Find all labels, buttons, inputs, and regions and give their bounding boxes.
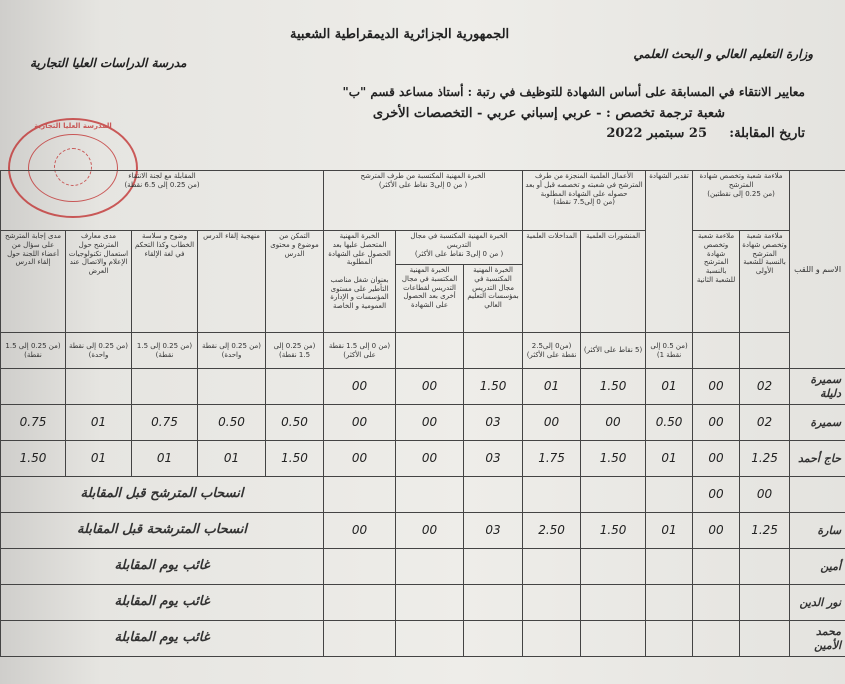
teaching-univ-cell: 03 (464, 405, 523, 441)
fit-range: (من 0.25 إلى نقطتين) (707, 189, 775, 198)
status-note: غائب يوم المقابلة (1, 621, 324, 657)
tutor-cell: 00 (324, 441, 396, 477)
ict-cell: 01 (66, 441, 132, 477)
teaching-other-header: الخبرة المهنية المكتسبة في مجال التدريس لقطاعات أخرى بعد الحصول على الشهادة (396, 265, 464, 333)
teaching-label: الخبرة المهنية المكتسبة في مجال التدريس (410, 232, 508, 249)
header-row-ranges (1, 333, 845, 369)
grade-cell: 01 (646, 441, 693, 477)
fit-second-cell: 00 (693, 441, 740, 477)
clarity-cell: 01 (132, 441, 198, 477)
publications-cell: 1.50 (581, 369, 646, 405)
teaching-univ-header: الخبرة المهنية المكتسبة في مجال التدريس بمؤسسات التعليم العالي (464, 265, 523, 333)
answers-cell (1, 369, 66, 405)
fit-second-cell: 00 (693, 477, 740, 513)
works-range: (من 0 إلى7.5 نقطة) (553, 198, 615, 207)
works-label: الأعمال العلمية المنجزة من طرف المترشح في شعبته و تخصصه قبل أو بعد حصوله على الشهادة المطلوبة (525, 172, 643, 198)
candidate-name: أمين (790, 549, 845, 585)
empty-cell (396, 585, 464, 621)
empty-cell (740, 549, 790, 585)
empty-cell (693, 585, 740, 621)
method-header: منهجية إلقاء الدرس (198, 231, 266, 333)
grade-cell: 01 (646, 513, 693, 549)
tutor-cell: 00 (324, 369, 396, 405)
publications-cell: 00 (581, 405, 646, 441)
interview-date-label: تاريخ المقابلة: (729, 126, 805, 141)
teaching-other-cell (396, 477, 464, 513)
empty-cell (581, 621, 646, 657)
header-row-sub (1, 231, 845, 265)
empty-cell (523, 585, 581, 621)
table-row (1, 369, 845, 405)
clarity-cell: 0.75 (132, 405, 198, 441)
table-row (1, 621, 845, 657)
status-note: انسحاب المترشحة قبل المقابلة (1, 513, 324, 549)
empty-cell (396, 549, 464, 585)
candidate-name: محمد الأمين (790, 621, 845, 657)
tutor-label: الخبرة المهنية المتحصل عليها بعد الحصول على الشهادة المطلوبة (328, 232, 391, 267)
status-note: غائب يوم المقابلة (1, 585, 324, 621)
grade-range: (من 0.5 إلى نقطة 1) (646, 333, 693, 369)
tutor-header (324, 231, 396, 333)
empty-cell (740, 621, 790, 657)
empty-cell (324, 585, 396, 621)
empty-cell (646, 621, 693, 657)
clarity-header: وضوح و سلاسة الخطاب وكذا التحكم في لغة الإلقاء (132, 231, 198, 333)
table-row (1, 513, 845, 549)
tutor-desc: بعنوان شغل مناصب التأطير على مستوى المؤسسات و الإدارة العمومية و الخاصة (330, 275, 389, 310)
fit-first-cell: 02 (740, 369, 790, 405)
works-group-header (523, 171, 646, 231)
publications-range: (5 نقاط على الأكثر) (581, 333, 646, 369)
fit-second-header: ملاءمة شعبة وتخصص شهادة المترشح بالنسبة للشعبة الثانية (693, 231, 740, 333)
conferences-cell: 00 (523, 405, 581, 441)
publications-cell: 1.50 (581, 513, 646, 549)
fit-second-cell: 00 (693, 405, 740, 441)
name-header: الاسم و اللقب (790, 171, 845, 369)
teaching-other-cell: 00 (396, 405, 464, 441)
fit-first-cell: 02 (740, 405, 790, 441)
conferences-header: المداخلات العلمية (523, 231, 581, 333)
fit-second-range (693, 333, 740, 369)
teaching-other-cell: 00 (396, 441, 464, 477)
grade-cell: 0.50 (646, 405, 693, 441)
evaluation-table (0, 170, 845, 657)
conferences-cell: 1.75 (523, 441, 581, 477)
ict-cell: 01 (66, 405, 132, 441)
table-row (1, 441, 845, 477)
candidate-name: سارة (790, 513, 845, 549)
header-row-groups (1, 171, 845, 231)
experience-label: الخبرة المهنية المكتسبة من طرف المترشح (360, 172, 486, 180)
empty-cell (523, 549, 581, 585)
candidate-name: نور الدين (790, 585, 845, 621)
clarity-cell (132, 369, 198, 405)
interview-label: المقابلة مع لجنة الانتقاء (128, 172, 196, 180)
answers-header: مدى إجابة المترشح على سؤال من أعضاء اللجنة حول إلقاء الدرس (1, 231, 66, 333)
fit-first-cell: 1.25 (740, 441, 790, 477)
ict-cell (66, 369, 132, 405)
mastery-header: التمكن من موضوع و محتوى الدرس (266, 231, 324, 333)
interview-range: (من 0.25 إلى 6.5 نقطة) (124, 180, 200, 189)
empty-cell (464, 621, 523, 657)
teaching-header (396, 231, 523, 265)
answers-cell: 1.50 (1, 441, 66, 477)
candidate-name (790, 477, 845, 513)
fit-second-cell: 00 (693, 369, 740, 405)
teaching-other-cell: 00 (396, 513, 464, 549)
fit-first-cell: 1.25 (740, 513, 790, 549)
table-row (1, 549, 845, 585)
grade-cell: 01 (646, 369, 693, 405)
empty-cell (396, 621, 464, 657)
empty-cell (646, 585, 693, 621)
teaching-univ-cell: 03 (464, 513, 523, 549)
tutor-cell: 00 (324, 405, 396, 441)
experience-group-header (324, 171, 523, 231)
teaching-univ-cell (464, 477, 523, 513)
table-row (1, 405, 845, 441)
mastery-cell (266, 369, 324, 405)
teaching-univ-range (464, 333, 523, 369)
empty-cell (464, 585, 523, 621)
mastery-cell: 0.50 (266, 405, 324, 441)
answers-cell: 0.75 (1, 405, 66, 441)
tutor-range: (من 0 إلى 1.5 نقطة على الأكثر) (324, 333, 396, 369)
method-cell: 01 (198, 441, 266, 477)
teaching-univ-cell: 1.50 (464, 369, 523, 405)
fit-first-header: ملاءمة شعبة وتخصص شهادة المترشح بالنسبة للشعبة الأولى (740, 231, 790, 333)
fit-first-cell: 00 (740, 477, 790, 513)
teaching-other-range (396, 333, 464, 369)
candidate-name: سميرة (790, 405, 845, 441)
teaching-range: ( من 0 إلى3 نقاط على الأكثر) (414, 249, 504, 258)
conferences-cell: 01 (523, 369, 581, 405)
clarity-range: (من 0.25 إلى 1.5 نقطة) (132, 333, 198, 369)
publications-header: المنشورات العلمية (581, 231, 646, 333)
empty-cell (693, 549, 740, 585)
empty-cell (581, 549, 646, 585)
publications-cell (581, 477, 646, 513)
fit-first-range (740, 333, 790, 369)
interview-group-header (1, 171, 324, 231)
ict-range: (من 0.25 إلى نقطة واحدة) (66, 333, 132, 369)
ministry-heading: وزارة التعليم العالي و البحث العلمي (633, 47, 813, 61)
teaching-univ-cell: 03 (464, 441, 523, 477)
empty-cell (646, 549, 693, 585)
school-heading: مدرسة الدراسات العليا التجارية (30, 56, 187, 70)
status-note: انسحاب المترشح قبل المقابلة (1, 477, 324, 513)
empty-cell (581, 585, 646, 621)
empty-cell (740, 585, 790, 621)
republic-heading: الجمهورية الجزائرية الديمقراطية الشعبية (290, 27, 510, 42)
tutor-cell: 00 (324, 513, 396, 549)
mastery-range: (من 0.25 إلى 1.5 نقطة) (266, 333, 324, 369)
tutor-cell (324, 477, 396, 513)
ict-header: مدى معارف المترشح حول استعمال تكنولوجيات الإعلام والاتصال عند العرض (66, 231, 132, 333)
method-cell (198, 369, 266, 405)
fit-second-cell: 00 (693, 513, 740, 549)
empty-cell (523, 621, 581, 657)
method-range: (من 0.25 إلى نقطة واحدة) (198, 333, 266, 369)
answers-range: (من 0.25 إلى 1.5 نقطة) (1, 333, 66, 369)
conferences-cell (523, 477, 581, 513)
status-note: غائب يوم المقابلة (1, 549, 324, 585)
table-row (1, 477, 845, 513)
fit-label: ملاءمة شعبة وتخصص شهادة المترشح (699, 172, 783, 189)
empty-cell (464, 549, 523, 585)
branch-line: شعبة ترجمة تخصص : - عربي إسباني عربي - التخصصات الأخرى (372, 106, 725, 121)
experience-range: ( من 0 إلى3 نقاط على الأكثر) (378, 180, 468, 189)
table-row (1, 585, 845, 621)
empty-cell (324, 621, 396, 657)
teaching-other-cell: 00 (396, 369, 464, 405)
fit-group-header (693, 171, 790, 231)
mastery-cell: 1.50 (266, 441, 324, 477)
candidate-name: سميرة دليلة (790, 369, 845, 405)
publications-cell: 1.50 (581, 441, 646, 477)
method-cell: 0.50 (198, 405, 266, 441)
stamp-text: المدرسة العليا التجارية (34, 122, 112, 130)
criteria-title: معايير الانتقاء في المسابقة على أساس الشهادة للتوظيف في رتبة : أستاذ مساعد قسم "ب" (342, 85, 805, 99)
grade-header: تقدير الشهادة (646, 171, 693, 333)
empty-cell (324, 549, 396, 585)
grade-cell (646, 477, 693, 513)
candidate-name: حاج أحمد (790, 441, 845, 477)
conferences-range: (من0 إلى2.5 نقطة على الأكثر) (523, 333, 581, 369)
conferences-cell: 2.50 (523, 513, 581, 549)
empty-cell (693, 621, 740, 657)
interview-date-value: 25 سبتمبر 2022 (606, 126, 707, 141)
